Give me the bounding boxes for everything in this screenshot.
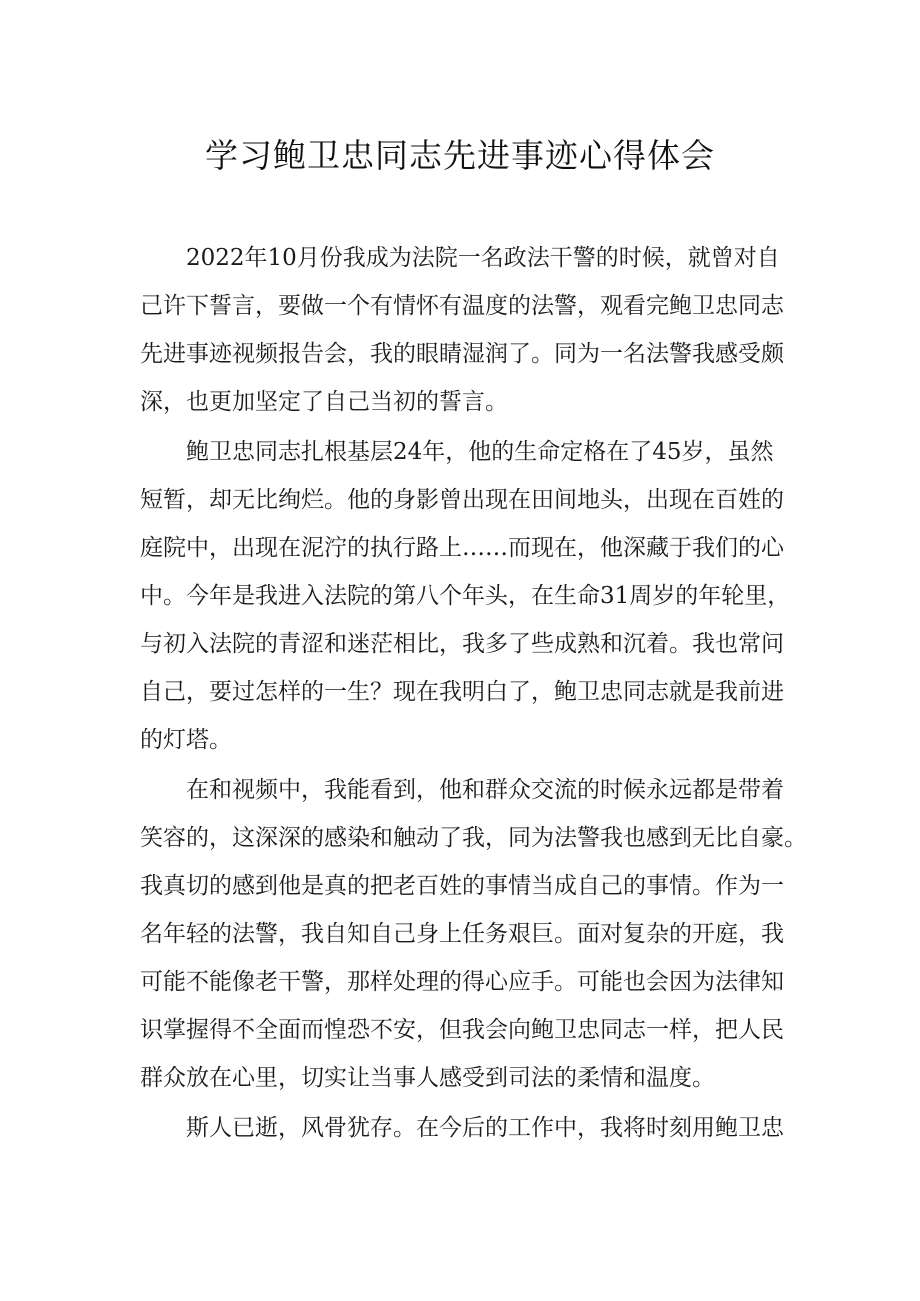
document-body — [140, 234, 807, 1154]
text-line: 2022年10月份我成为法院一名政法干警的时候，就曾对自 — [186, 245, 780, 271]
text-line: 己许下誓言，要做一个有情怀有温度的法警，观看完鲍卫忠同志 — [140, 293, 784, 319]
paragraph-4 — [140, 1104, 784, 1152]
paragraph-1 — [140, 234, 784, 426]
text-line: 在和视频中，我能看到，他和群众交流的时候永远都是带着 — [186, 777, 784, 803]
text-line: 短暂，却无比绚烂。他的身影曾出现在田间地头，出现在百姓的 — [140, 487, 784, 513]
text-line: 先进事迹视频报告会，我的眼睛湿润了。同为一名法警我感受颇 — [140, 341, 784, 367]
text-line: 笑容的，这深深的感染和触动了我，同为法警我也感到无比自豪。 — [140, 825, 807, 851]
text-line: 深，也更加坚定了自己当初的誓言。 — [140, 389, 508, 415]
paragraph-3 — [140, 766, 807, 1102]
text-line: 群众放在心里，切实让当事人感受到司法的柔情和温度。 — [140, 1065, 715, 1091]
text-line: 我真切的感到他是真的把老百姓的事情当成自己的事情。作为一 — [140, 873, 784, 899]
text-line: 自己，要过怎样的一生？现在我明白了，鲍卫忠同志就是我前进 — [140, 679, 784, 705]
text-line: 庭院中，出现在泥泞的执行路上……而现在，他深藏于我们的心 — [140, 535, 784, 561]
text-line: 可能不能像老干警，那样处理的得心应手。可能也会因为法律知 — [140, 969, 784, 995]
text-line: 与初入法院的青涩和迷茫相比，我多了些成熟和沉着。我也常问 — [140, 631, 784, 657]
document-title: 学习鲍卫忠同志先进事迹心得体会 — [205, 136, 715, 175]
text-line: 的灯塔。 — [140, 727, 232, 753]
text-line: 鲍卫忠同志扎根基层24年，他的生命定格在了45岁，虽然 — [186, 439, 774, 465]
paragraph-2 — [140, 428, 791, 764]
text-line: 中。今年是我进入法院的第八个年头，在生命31周岁的年轮里， — [140, 583, 791, 609]
text-line: 识掌握得不全面而惶恐不安，但我会向鲍卫忠同志一样，把人民 — [140, 1017, 784, 1043]
text-line: 斯人已逝，风骨犹存。在今后的工作中，我将时刻用鲍卫忠 — [186, 1115, 784, 1141]
text-line: 名年轻的法警，我自知自己身上任务艰巨。面对复杂的开庭，我 — [140, 921, 784, 947]
